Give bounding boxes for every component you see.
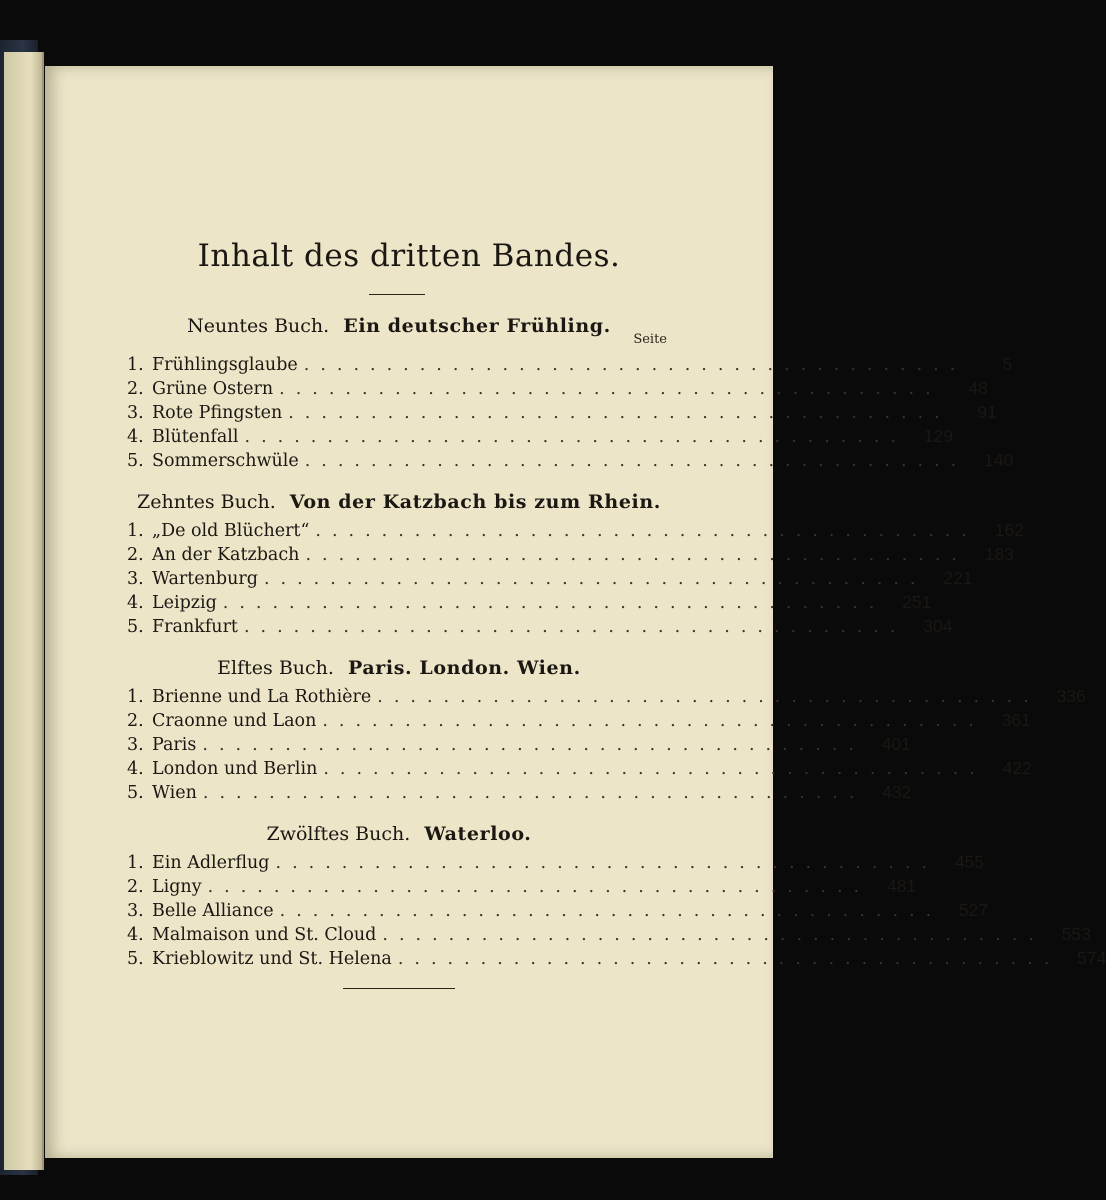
dot-leader: ........................................ bbox=[243, 617, 907, 637]
chapter-number: 3. bbox=[127, 403, 144, 423]
dot-leader: ........................................ bbox=[305, 545, 968, 565]
chapter-title: Frühlingsglaube bbox=[152, 355, 298, 375]
page-number: 183 bbox=[984, 544, 1014, 564]
chapter-number: 3. bbox=[127, 901, 144, 921]
chapter-number: 1. bbox=[127, 853, 144, 873]
page-number: 221 bbox=[943, 568, 973, 588]
book-label: Zwölftes Buch. bbox=[266, 823, 411, 845]
page-number: 336 bbox=[1056, 686, 1086, 706]
dot-leader: ........................................ bbox=[288, 403, 951, 423]
book-heading bbox=[120, 656, 678, 680]
chapter-title: Frankfurt bbox=[152, 617, 238, 637]
book-label: Zehntes Buch. bbox=[137, 491, 276, 513]
chapter-title: Belle Alliance bbox=[152, 901, 274, 921]
chapter-title: Wartenburg bbox=[152, 569, 258, 589]
chapter-number: 1. bbox=[127, 355, 144, 375]
dot-leader: ........................................ bbox=[377, 687, 1040, 707]
dot-leader: ........................................ bbox=[303, 355, 967, 375]
chapter-title: Leipzig bbox=[152, 593, 217, 613]
page-number: 91 bbox=[977, 402, 997, 422]
chapter-number: 2. bbox=[127, 379, 144, 399]
toc-entry bbox=[127, 590, 932, 614]
page-number: 251 bbox=[902, 592, 932, 612]
dot-leader: ........................................ bbox=[244, 427, 908, 447]
chapter-title: Rote Pfingsten bbox=[152, 403, 283, 423]
page-number: 432 bbox=[882, 782, 912, 802]
toc-entry bbox=[127, 518, 1024, 542]
chapter-number: 5. bbox=[127, 783, 144, 803]
dot-leader: ........................................ bbox=[322, 711, 985, 731]
chapter-title: Ligny bbox=[152, 877, 202, 897]
book-name: Von der Katzbach bis zum Rhein. bbox=[289, 491, 661, 513]
page-number: 129 bbox=[923, 426, 954, 446]
page-number: 162 bbox=[994, 520, 1024, 540]
chapter-number: 3. bbox=[127, 735, 144, 755]
book-heading bbox=[120, 822, 678, 846]
chapter-title: An der Katzbach bbox=[152, 545, 300, 565]
dot-leader: ........................................ bbox=[397, 949, 1061, 969]
dot-leader: ........................................ bbox=[275, 853, 939, 873]
toc-entry bbox=[127, 756, 1032, 780]
toc-entry bbox=[127, 542, 1014, 566]
chapter-title: Blütenfall bbox=[152, 427, 239, 447]
dot-leader: ........................................ bbox=[279, 379, 942, 399]
dot-leader: ........................................ bbox=[323, 759, 986, 779]
toc-entry bbox=[127, 874, 917, 898]
closing-divider bbox=[343, 988, 455, 989]
book-label: Elftes Buch. bbox=[217, 657, 334, 679]
chapter-title: Brienne und La Rothière bbox=[152, 687, 372, 707]
chapter-number: 4. bbox=[127, 593, 144, 613]
chapter-title: Paris bbox=[152, 735, 197, 755]
toc-entry bbox=[127, 376, 988, 400]
chapter-number: 4. bbox=[127, 759, 144, 779]
chapter-number: 5. bbox=[127, 451, 144, 471]
toc-entry bbox=[127, 898, 989, 922]
page-number: 304 bbox=[923, 616, 953, 636]
chapter-number: 4. bbox=[127, 427, 144, 447]
book-page bbox=[45, 66, 1106, 1158]
chapter-number: 5. bbox=[127, 617, 144, 637]
toc-entry bbox=[127, 922, 1091, 946]
page-edge bbox=[4, 52, 44, 1170]
dot-leader: ........................................ bbox=[382, 925, 1045, 945]
chapter-title: Malmaison und St. Cloud bbox=[152, 925, 377, 945]
chapter-number: 2. bbox=[127, 545, 144, 565]
chapter-number: 5. bbox=[127, 949, 144, 969]
chapter-title: Ein Adlerflug bbox=[152, 853, 270, 873]
chapter-number: 4. bbox=[127, 925, 144, 945]
page-title: Inhalt des dritten Bandes. bbox=[197, 238, 621, 274]
chapter-title: London und Berlin bbox=[152, 759, 318, 779]
dot-leader: ........................................ bbox=[304, 451, 968, 471]
dot-leader: ........................................ bbox=[263, 569, 927, 589]
chapter-number: 1. bbox=[127, 521, 144, 541]
title-divider bbox=[369, 294, 425, 295]
toc-entry bbox=[127, 352, 1013, 376]
book-name: Waterloo. bbox=[424, 823, 532, 845]
dot-leader: ........................................ bbox=[279, 901, 943, 921]
chapter-number: 3. bbox=[127, 569, 144, 589]
page-column-label: Seite bbox=[633, 332, 667, 347]
page-number: 574 bbox=[1077, 948, 1106, 968]
toc-entry bbox=[127, 566, 973, 590]
chapter-title: „De old Blüchert“ bbox=[152, 521, 310, 541]
toc-entry bbox=[127, 424, 954, 448]
page-number: 455 bbox=[954, 852, 985, 872]
dot-leader: ........................................ bbox=[202, 783, 866, 803]
page-number: 140 bbox=[984, 450, 1014, 470]
toc-entry bbox=[127, 780, 912, 804]
page-number: 481 bbox=[886, 876, 917, 896]
page-number: 48 bbox=[968, 378, 988, 398]
book-heading bbox=[120, 490, 678, 514]
dot-leader: ........................................ bbox=[222, 593, 886, 613]
toc-entry bbox=[127, 400, 997, 424]
dot-leader: ........................................ bbox=[315, 521, 978, 541]
toc-entry bbox=[127, 732, 911, 756]
toc-entry bbox=[127, 684, 1086, 708]
toc-entry bbox=[127, 850, 985, 874]
page-number: 527 bbox=[958, 900, 989, 920]
book-label: Neuntes Buch. bbox=[187, 315, 330, 337]
book-name: Paris. London. Wien. bbox=[347, 657, 581, 679]
page-number: 401 bbox=[881, 734, 911, 754]
chapter-number: 2. bbox=[127, 877, 144, 897]
toc-entry bbox=[127, 708, 1031, 732]
chapter-title: Grüne Ostern bbox=[152, 379, 274, 399]
chapter-title: Craonne und Laon bbox=[152, 711, 317, 731]
chapter-number: 1. bbox=[127, 687, 144, 707]
page-number: 361 bbox=[1001, 710, 1031, 730]
chapter-title: Krieblowitz und St. Helena bbox=[152, 949, 392, 969]
dot-leader: ........................................ bbox=[202, 735, 865, 755]
chapter-title: Sommerschwüle bbox=[152, 451, 299, 471]
page-number: 422 bbox=[1002, 758, 1032, 778]
book-name: Ein deutscher Frühling. bbox=[343, 315, 611, 337]
page-number: 553 bbox=[1061, 924, 1091, 944]
toc-entry bbox=[127, 614, 953, 638]
toc-entry bbox=[127, 946, 1106, 970]
chapter-number: 2. bbox=[127, 711, 144, 731]
toc-entry bbox=[127, 448, 1014, 472]
page-number: 5 bbox=[1002, 354, 1013, 374]
dot-leader: ........................................ bbox=[207, 877, 871, 897]
book-heading bbox=[120, 314, 678, 338]
chapter-title: Wien bbox=[152, 783, 197, 803]
